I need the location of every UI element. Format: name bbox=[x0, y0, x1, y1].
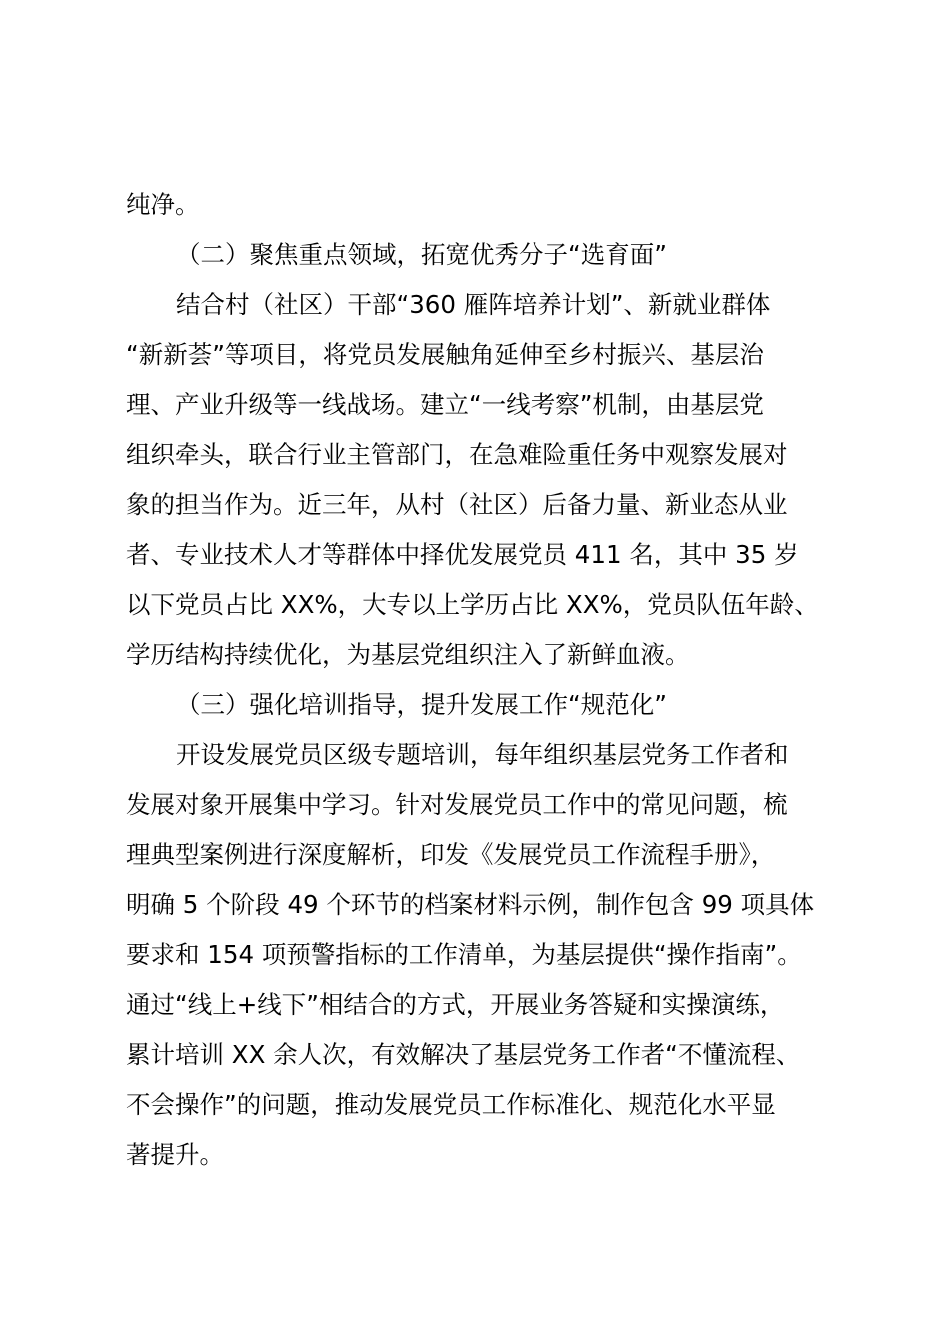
text-line-19: 不会操作”的问题，推动发展党员工作标准化、规范化水平显 bbox=[126, 1090, 776, 1119]
text-line-16: 要求和 154 项预警指标的工作清单，为基层提供“操作指南”。 bbox=[126, 940, 802, 969]
text-line-1: 纯净。 bbox=[126, 190, 200, 219]
text-line-12: 开设发展党员区级专题培训，每年组织基层党务工作者和 bbox=[176, 740, 789, 769]
section-heading-2: （二）聚焦重点领域，拓宽优秀分子“选育面” bbox=[176, 240, 667, 269]
text-line-10: 学历结构持续优化，为基层党组织注入了新鲜血液。 bbox=[126, 640, 690, 669]
text-line-7: 象的担当作为。近三年，从村（社区）后备力量、新业态从业 bbox=[126, 490, 788, 519]
text-line-8: 者、专业技术人才等群体中择优发展党员 411 名，其中 35 岁 bbox=[126, 540, 799, 569]
text-line-5: 理、产业升级等一线战场。建立“一线考察”机制，由基层党 bbox=[126, 390, 764, 419]
text-line-13: 发展对象开展集中学习。针对发展党员工作中的常见问题，梳 bbox=[126, 790, 788, 819]
text-line-18: 累计培训 XX 余人次，有效解决了基层党务工作者“不懂流程、 bbox=[126, 1040, 801, 1069]
text-line-3: 结合村（社区）干部“360 雁阵培养计划”、新就业群体 bbox=[176, 290, 771, 319]
text-line-17: 通过“线上+线下”相结合的方式，开展业务答疑和实操演练， bbox=[126, 990, 785, 1019]
text-line-4: “新新荟”等项目，将党员发展触角延伸至乡村振兴、基层治 bbox=[126, 340, 764, 369]
text-line-9: 以下党员占比 XX%，大专以上学历占比 XX%，党员队伍年龄、 bbox=[126, 590, 819, 619]
text-line-20: 著提升。 bbox=[126, 1140, 224, 1169]
text-line-6: 组织牵头，联合行业主管部门，在急难险重任务中观察发展对 bbox=[126, 440, 788, 469]
text-line-14: 理典型案例进行深度解析，印发《发展党员工作流程手册》， bbox=[126, 840, 776, 869]
text-line-15: 明确 5 个阶段 49 个环节的档案材料示例，制作包含 99 项具体 bbox=[126, 890, 815, 919]
section-heading-3: （三）强化培训指导，提升发展工作“规范化” bbox=[176, 690, 667, 719]
